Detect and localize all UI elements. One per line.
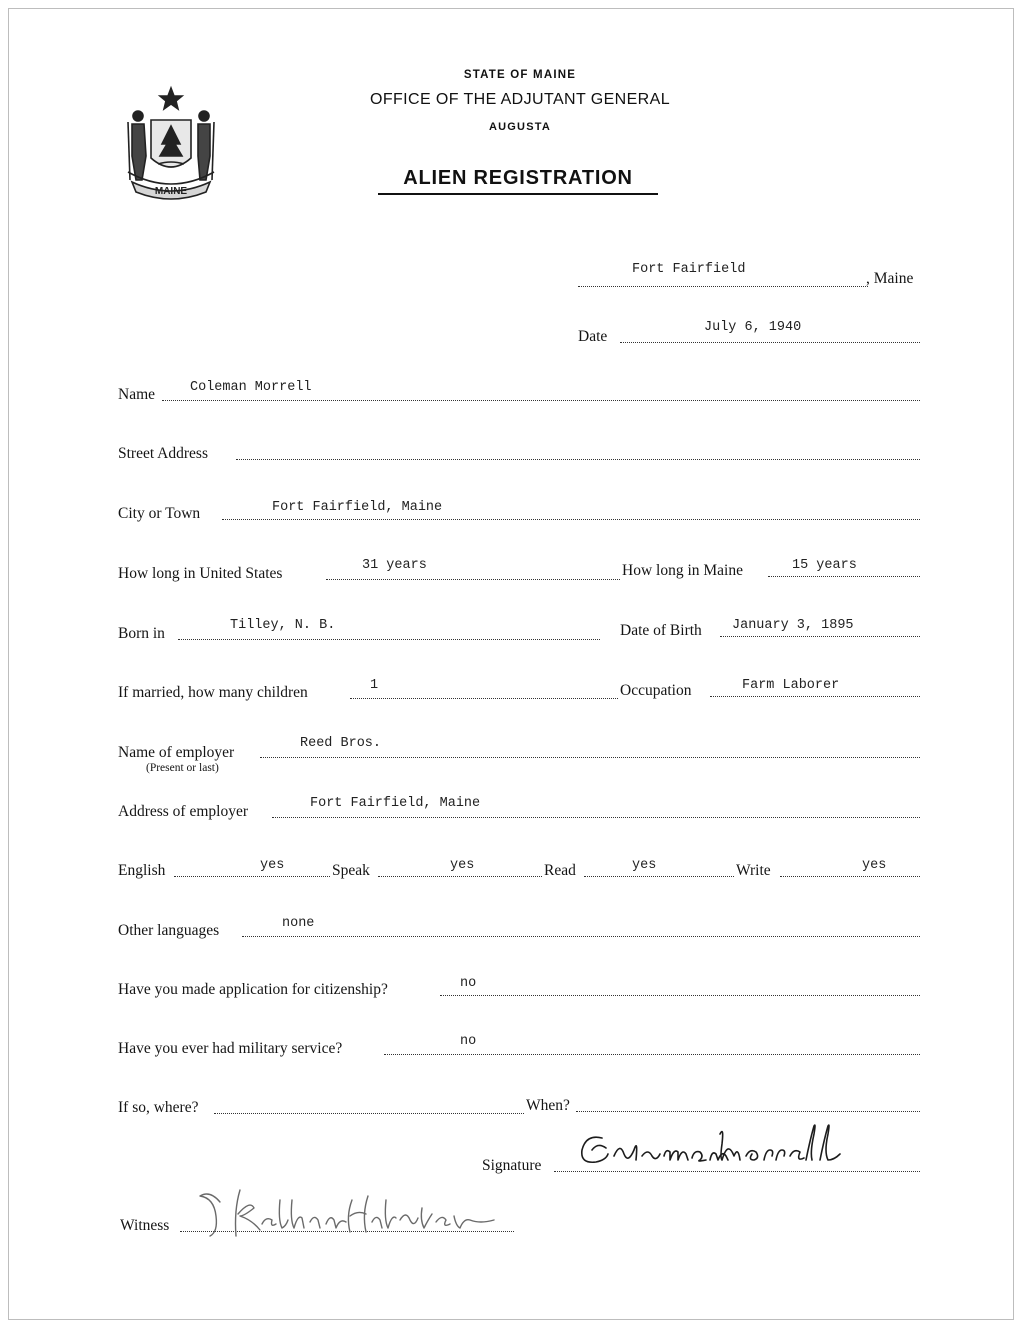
dob-value: January 3, 1895 (732, 618, 854, 633)
dob-line (720, 636, 920, 637)
header-office: OFFICE OF THE ADJUTANT GENERAL (369, 91, 671, 108)
military-line (384, 1054, 920, 1055)
occupation-line (710, 696, 920, 697)
when-line (576, 1111, 920, 1112)
header-state: STATE OF MAINE (463, 69, 577, 81)
when-label: When? (526, 1097, 570, 1114)
employer-address-value: Fort Fairfield, Maine (310, 796, 481, 811)
employer-sublabel: (Present or last) (146, 762, 219, 774)
where-label: If so, where? (118, 1099, 199, 1116)
document-border (8, 8, 1014, 1320)
born-in-label: Born in (118, 625, 165, 642)
where-line (214, 1113, 524, 1114)
read-value: yes (632, 858, 657, 873)
signature-handwriting (572, 1120, 852, 1178)
english-value: yes (260, 858, 285, 873)
us-years-value: 31 years (362, 558, 427, 573)
name-line (162, 400, 920, 401)
read-line (584, 876, 734, 877)
military-label: Have you ever had military service? (118, 1040, 343, 1057)
write-label: Write (736, 862, 771, 879)
maine-years-line (768, 576, 920, 577)
citizenship-line (440, 995, 920, 996)
write-value: yes (862, 858, 887, 873)
date-value: July 6, 1940 (704, 320, 802, 335)
children-value: 1 (370, 678, 379, 693)
employer-address-line (272, 817, 920, 818)
employer-label: Name of employer (118, 744, 235, 761)
speak-line (378, 876, 542, 877)
us-years-line (326, 579, 620, 580)
write-line (780, 876, 920, 877)
born-in-value: Tilley, N. B. (230, 618, 336, 633)
citizenship-label: Have you made application for citizenship? (118, 981, 388, 998)
speak-label: Speak (332, 862, 370, 879)
signature-label: Signature (482, 1157, 542, 1174)
other-languages-value: none (282, 916, 315, 931)
employer-line (260, 757, 920, 758)
us-years-label: How long in United States (118, 565, 283, 582)
employer-address-label: Address of employer (118, 803, 248, 820)
street-label: Street Address (118, 445, 208, 462)
street-line (236, 459, 920, 460)
children-line (350, 698, 618, 699)
dob-label: Date of Birth (620, 622, 702, 639)
speak-value: yes (450, 858, 475, 873)
place-town-value: Fort Fairfield (632, 262, 746, 277)
title-underline (378, 193, 658, 195)
place-line (578, 286, 868, 287)
english-label: English (118, 862, 166, 879)
name-value: Coleman Morrell (190, 380, 312, 395)
children-label: If married, how many children (118, 684, 308, 701)
born-in-line (178, 639, 600, 640)
citizenship-value: no (460, 976, 477, 991)
city-label: City or Town (118, 505, 201, 522)
witness-handwriting (180, 1180, 500, 1242)
maine-years-label: How long in Maine (622, 562, 743, 579)
city-value: Fort Fairfield, Maine (272, 500, 443, 515)
occupation-label: Occupation (620, 682, 692, 699)
read-label: Read (544, 862, 576, 879)
signature-name (572, 1140, 581, 1141)
date-label: Date (578, 328, 608, 345)
date-line (620, 342, 920, 343)
other-languages-line (242, 936, 920, 937)
witness-name (180, 1200, 190, 1201)
state-seal-icon (118, 84, 224, 202)
military-value: no (460, 1034, 477, 1049)
place-state-label: , Maine (866, 270, 914, 287)
employer-value: Reed Bros. (300, 736, 382, 751)
occupation-value: Farm Laborer (742, 678, 840, 693)
witness-label: Witness (120, 1217, 170, 1234)
other-languages-label: Other languages (118, 922, 220, 939)
name-label: Name (118, 386, 156, 403)
maine-years-value: 15 years (792, 558, 857, 573)
english-line (174, 876, 330, 877)
seal-banner-text: MAINE (154, 186, 188, 197)
header-city: AUGUSTA (489, 121, 551, 133)
form-title: ALIEN REGISTRATION (403, 167, 633, 189)
city-line (222, 519, 920, 520)
